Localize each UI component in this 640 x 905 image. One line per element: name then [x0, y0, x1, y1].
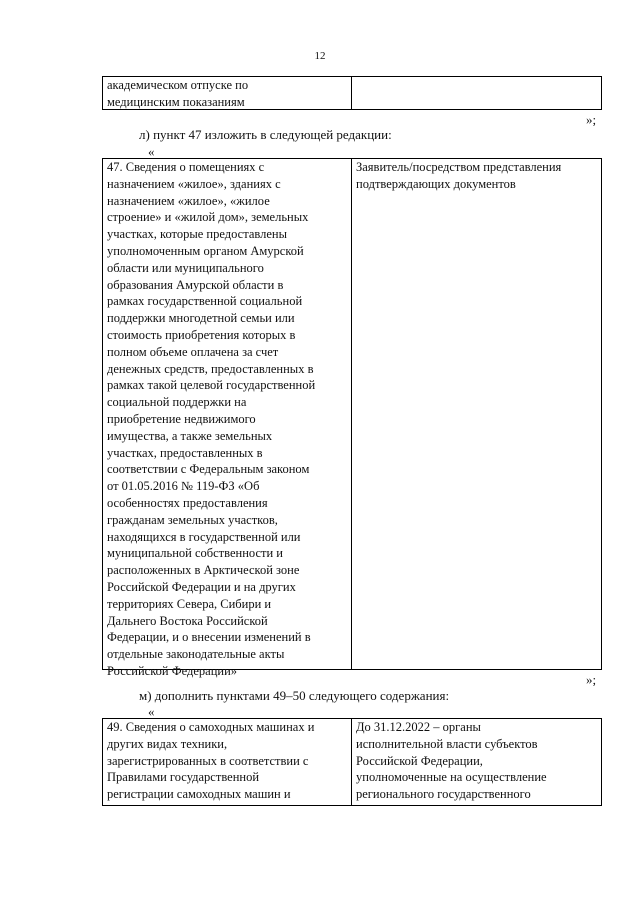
text-line: подтверждающих документов [356, 176, 516, 191]
text-line: участках, предоставленных в [107, 445, 263, 460]
closing-quote: »; [586, 672, 597, 687]
text-line: Российской Федерации, [356, 753, 483, 768]
text-line: находящихся в государственной или [107, 529, 301, 544]
text-line: соответствии с Федеральным законом [107, 462, 310, 477]
table-cell-right [352, 719, 601, 805]
paragraph-m: м) дополнить пунктами 49–50 следующего содержания: [139, 688, 450, 703]
text-line: регионального государственного [356, 787, 531, 802]
text-line: образования Амурской области в [107, 277, 284, 292]
paragraph-l: л) пункт 47 изложить в следующей редакции: [139, 127, 392, 142]
text-line: зарегистрированных в соответствии с [107, 753, 309, 768]
text-line: Российской Федерации и на других [107, 579, 296, 594]
text-line: назначением «жилое», зданиях с [107, 176, 281, 191]
text-line: полном объеме оплачена за счет [107, 344, 279, 359]
text-line: муниципальной собственности и [107, 546, 283, 561]
table-cell-left [103, 159, 352, 678]
text-line: других видах техники, [107, 736, 228, 751]
text-line: имущества, а также земельных [107, 428, 273, 443]
text-line: Российской Федерации» [107, 663, 238, 678]
text-line: участках, которые предоставлены [107, 227, 287, 242]
table-item-49 [102, 718, 602, 806]
text-line: рамках такой целевой государственной [107, 378, 316, 393]
text-line: строение» и «жилой дом», земельных [107, 210, 309, 225]
text-line: уполномоченные на осуществление [356, 770, 547, 785]
text-line: денежных средств, предоставленных в [107, 361, 314, 376]
opening-quote: « [148, 704, 155, 719]
text-line: области или муниципального [107, 260, 264, 275]
table-continued [102, 76, 602, 110]
text-line: расположенных в Арктической зоне [107, 563, 300, 578]
text-line: 49. Сведения о самоходных машинах и [107, 720, 315, 734]
text-line: территориях Севера, Сибири и [107, 596, 272, 611]
text-line: академическом отпуске по [107, 78, 249, 92]
text-line: социальной поддержки на [107, 395, 247, 410]
text-line: медицинским показаниям [107, 94, 245, 109]
table-cell-left [103, 719, 352, 805]
text-line: До 31.12.2022 – органы [356, 720, 481, 734]
closing-quote: »; [586, 112, 597, 127]
text-line: особенностях предоставления [107, 495, 268, 510]
text-line: отдельные законодательные акты [107, 647, 285, 662]
page-number: 12 [314, 50, 326, 62]
text-line: от 01.05.2016 № 119-ФЗ «Об [107, 479, 260, 494]
opening-quote: « [148, 144, 155, 159]
table-cell-right [352, 77, 601, 109]
text-line: уполномоченным органом Амурской [107, 243, 304, 258]
text-line: исполнительной власти субъектов [356, 736, 538, 751]
table-cell-left [103, 77, 352, 109]
table-item-47 [102, 158, 602, 678]
text-line: Федерации, и о внесении изменений в [107, 630, 311, 645]
text-line: гражданам земельных участков, [107, 512, 278, 527]
text-line: рамках государственной социальной [107, 294, 303, 309]
text-line: Правилами государственной [107, 770, 260, 785]
text-line: назначением «жилое», «жилое [107, 193, 270, 208]
text-line: поддержки многодетной семьи или [107, 311, 295, 326]
text-line: стоимость приобретения которых в [107, 327, 296, 342]
text-line: 47. Сведения о помещениях с [107, 160, 265, 174]
text-line: регистрации самоходных машин и [107, 787, 291, 802]
text-line: Дальнего Востока Российской [107, 613, 268, 628]
table-cell-right [352, 159, 601, 669]
text-line: приобретение недвижимого [107, 411, 256, 426]
text-line: Заявитель/посредством представления [356, 160, 562, 174]
